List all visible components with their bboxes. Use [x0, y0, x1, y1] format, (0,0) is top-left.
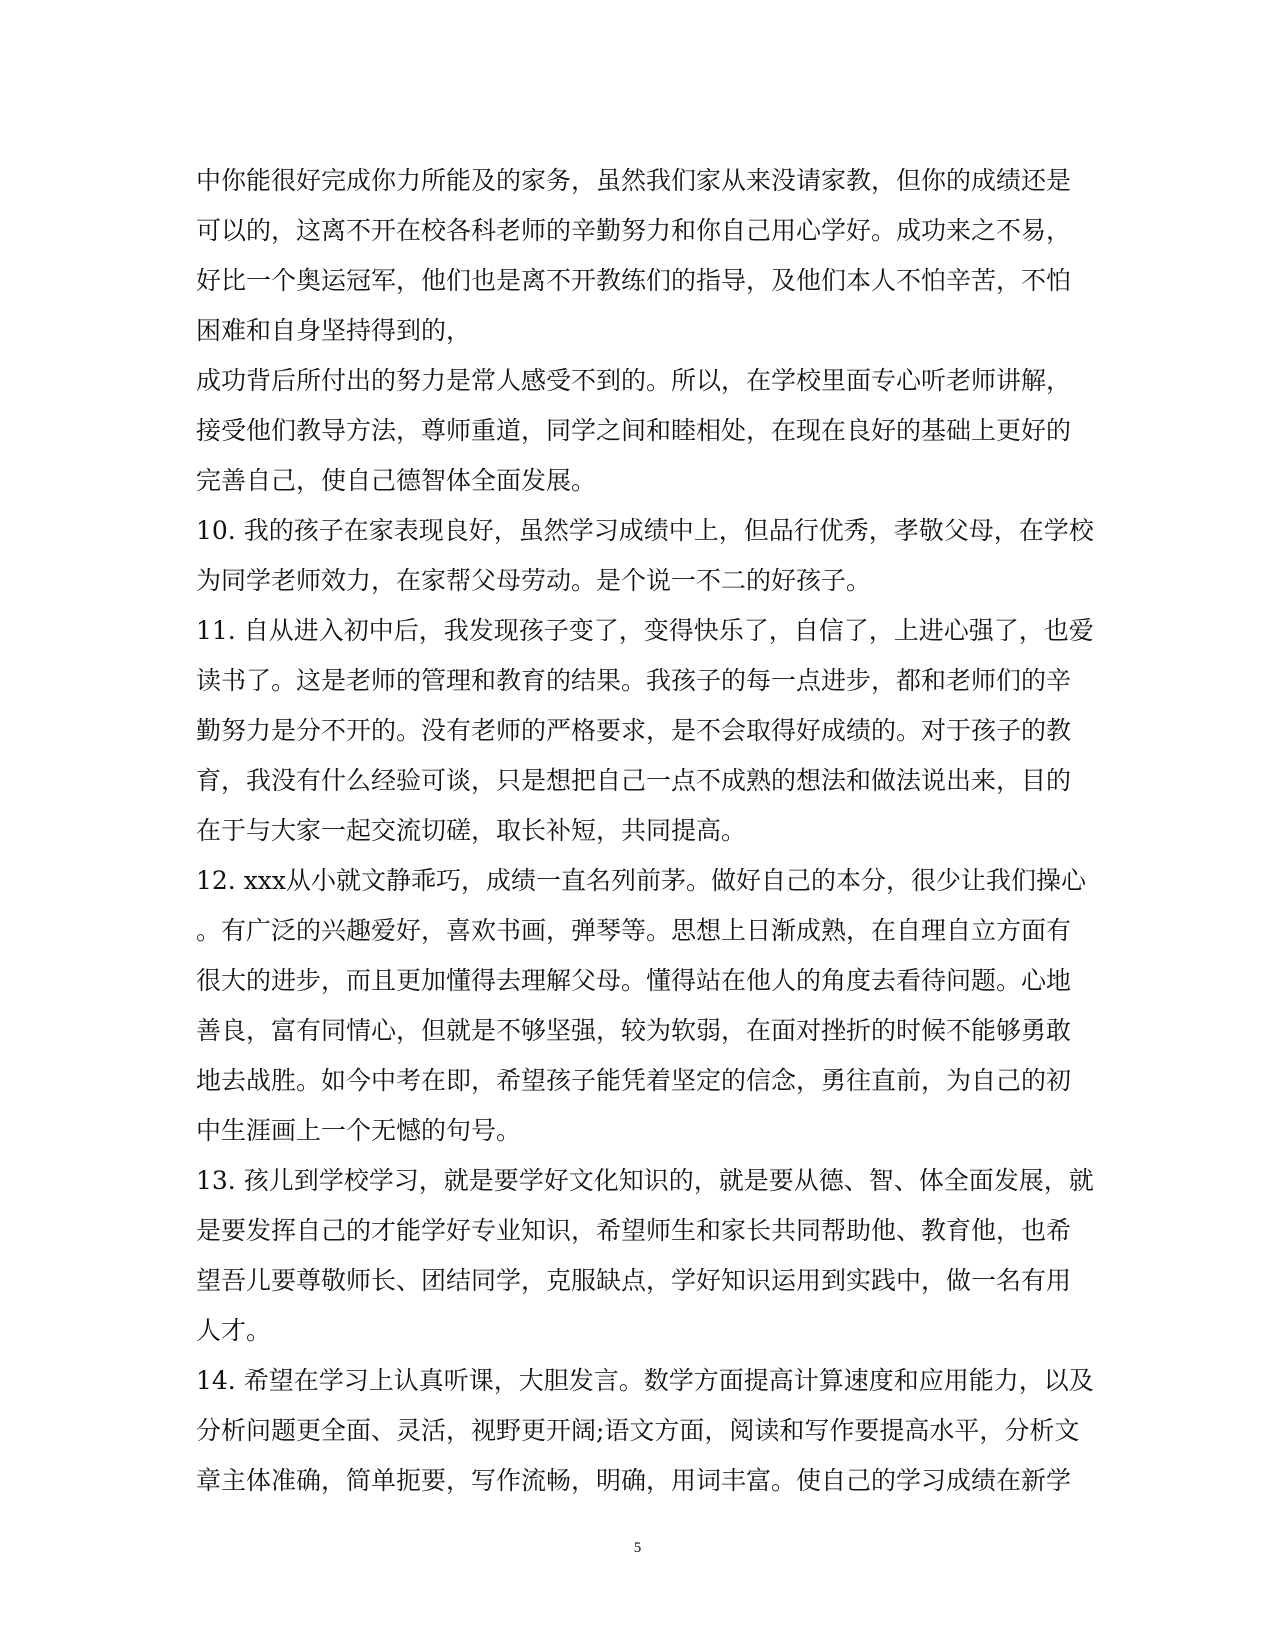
text-line: 可以的，这离不开在校各科老师的辛勤努力和你自己用心学好。成功来之不易，	[196, 216, 1072, 245]
text-line: 成功背后所付出的努力是常人感受不到的。所以，在学校里面专心听老师讲解，	[196, 366, 1072, 395]
text-line: 。有广泛的兴趣爱好，喜欢书画，弹琴等。思想上日渐成熟，在自理自立方面有	[196, 916, 1072, 945]
text-line: 中生涯画上一个无憾的句号。	[196, 1116, 522, 1145]
text-line: 中你能很好完成你力所能及的家务，虽然我们家从来没请家教，但你的成绩还是	[196, 166, 1072, 195]
text-line: 在于与大家一起交流切磋，取长补短，共同提高。	[196, 816, 747, 845]
document-body	[196, 156, 1094, 1506]
text-line: 完善自己，使自己德智体全面发展。	[196, 466, 597, 495]
text-line: 善良，富有同情心，但就是不够坚强，较为软弱，在面对挫折的时候不能够勇敢	[196, 1016, 1072, 1045]
text-line: 为同学老师效力，在家帮父母劳动。是个说一不二的好孩子。	[196, 566, 872, 595]
text-line: 接受他们教导方法，尊师重道，同学之间和睦相处，在现在良好的基础上更好的	[196, 416, 1072, 445]
text-line: 勤努力是分不开的。没有老师的严格要求，是不会取得好成绩的。对于孩子的教	[196, 716, 1072, 745]
text-line: 是要发挥自己的才能学好专业知识，希望师生和家长共同帮助他、教育他，也希	[196, 1216, 1072, 1245]
text-line: 很大的进步，而且更加懂得去理解父母。懂得站在他人的角度去看待问题。心地	[196, 966, 1072, 995]
text-line: 困难和自身坚持得到的，	[196, 316, 472, 345]
text-line: 地去战胜。如今中考在即，希望孩子能凭着坚定的信念，勇往直前，为自己的初	[196, 1066, 1072, 1095]
text-line: 育，我没有什么经验可谈，只是想把自己一点不成熟的想法和做法说出来，目的	[196, 766, 1072, 795]
text-line: 分析问题更全面、灵活，视野更开阔;语文方面，阅读和写作要提高水平，分析文	[196, 1416, 1080, 1445]
text-line: 章主体准确，简单扼要，写作流畅，明确，用词丰富。使自己的学习成绩在新学	[196, 1466, 1072, 1495]
text-line: 12. xxx从小就文静乖巧，成绩一直名列前茅。做好自己的本分，很少让我们操心	[196, 866, 1087, 895]
page-number: 5	[633, 1540, 642, 1556]
text-line: 14. 希望在学习上认真听课，大胆发言。数学方面提高计算速度和应用能力，以及	[196, 1366, 1094, 1395]
text-line: 望吾儿要尊敬师长、团结同学，克服缺点，学好知识运用到实践中，做一名有用	[196, 1266, 1072, 1295]
text-line: 好比一个奥运冠军，他们也是离不开教练们的指导，及他们本人不怕辛苦，不怕	[196, 266, 1072, 295]
text-line: 10. 我的孩子在家表现良好，虽然学习成绩中上，但品行优秀，孝敬父母，在学校	[196, 516, 1094, 545]
text-line: 11. 自从进入初中后，我发现孩子变了，变得快乐了，自信了，上进心强了，也爱	[196, 616, 1094, 645]
text-line: 13. 孩儿到学校学习，就是要学好文化知识的，就是要从德、智、体全面发展，就	[196, 1166, 1094, 1195]
text-line: 读书了。这是老师的管理和教育的结果。我孩子的每一点进步，都和老师们的辛	[196, 666, 1072, 695]
text-line: 人才。	[196, 1316, 272, 1345]
